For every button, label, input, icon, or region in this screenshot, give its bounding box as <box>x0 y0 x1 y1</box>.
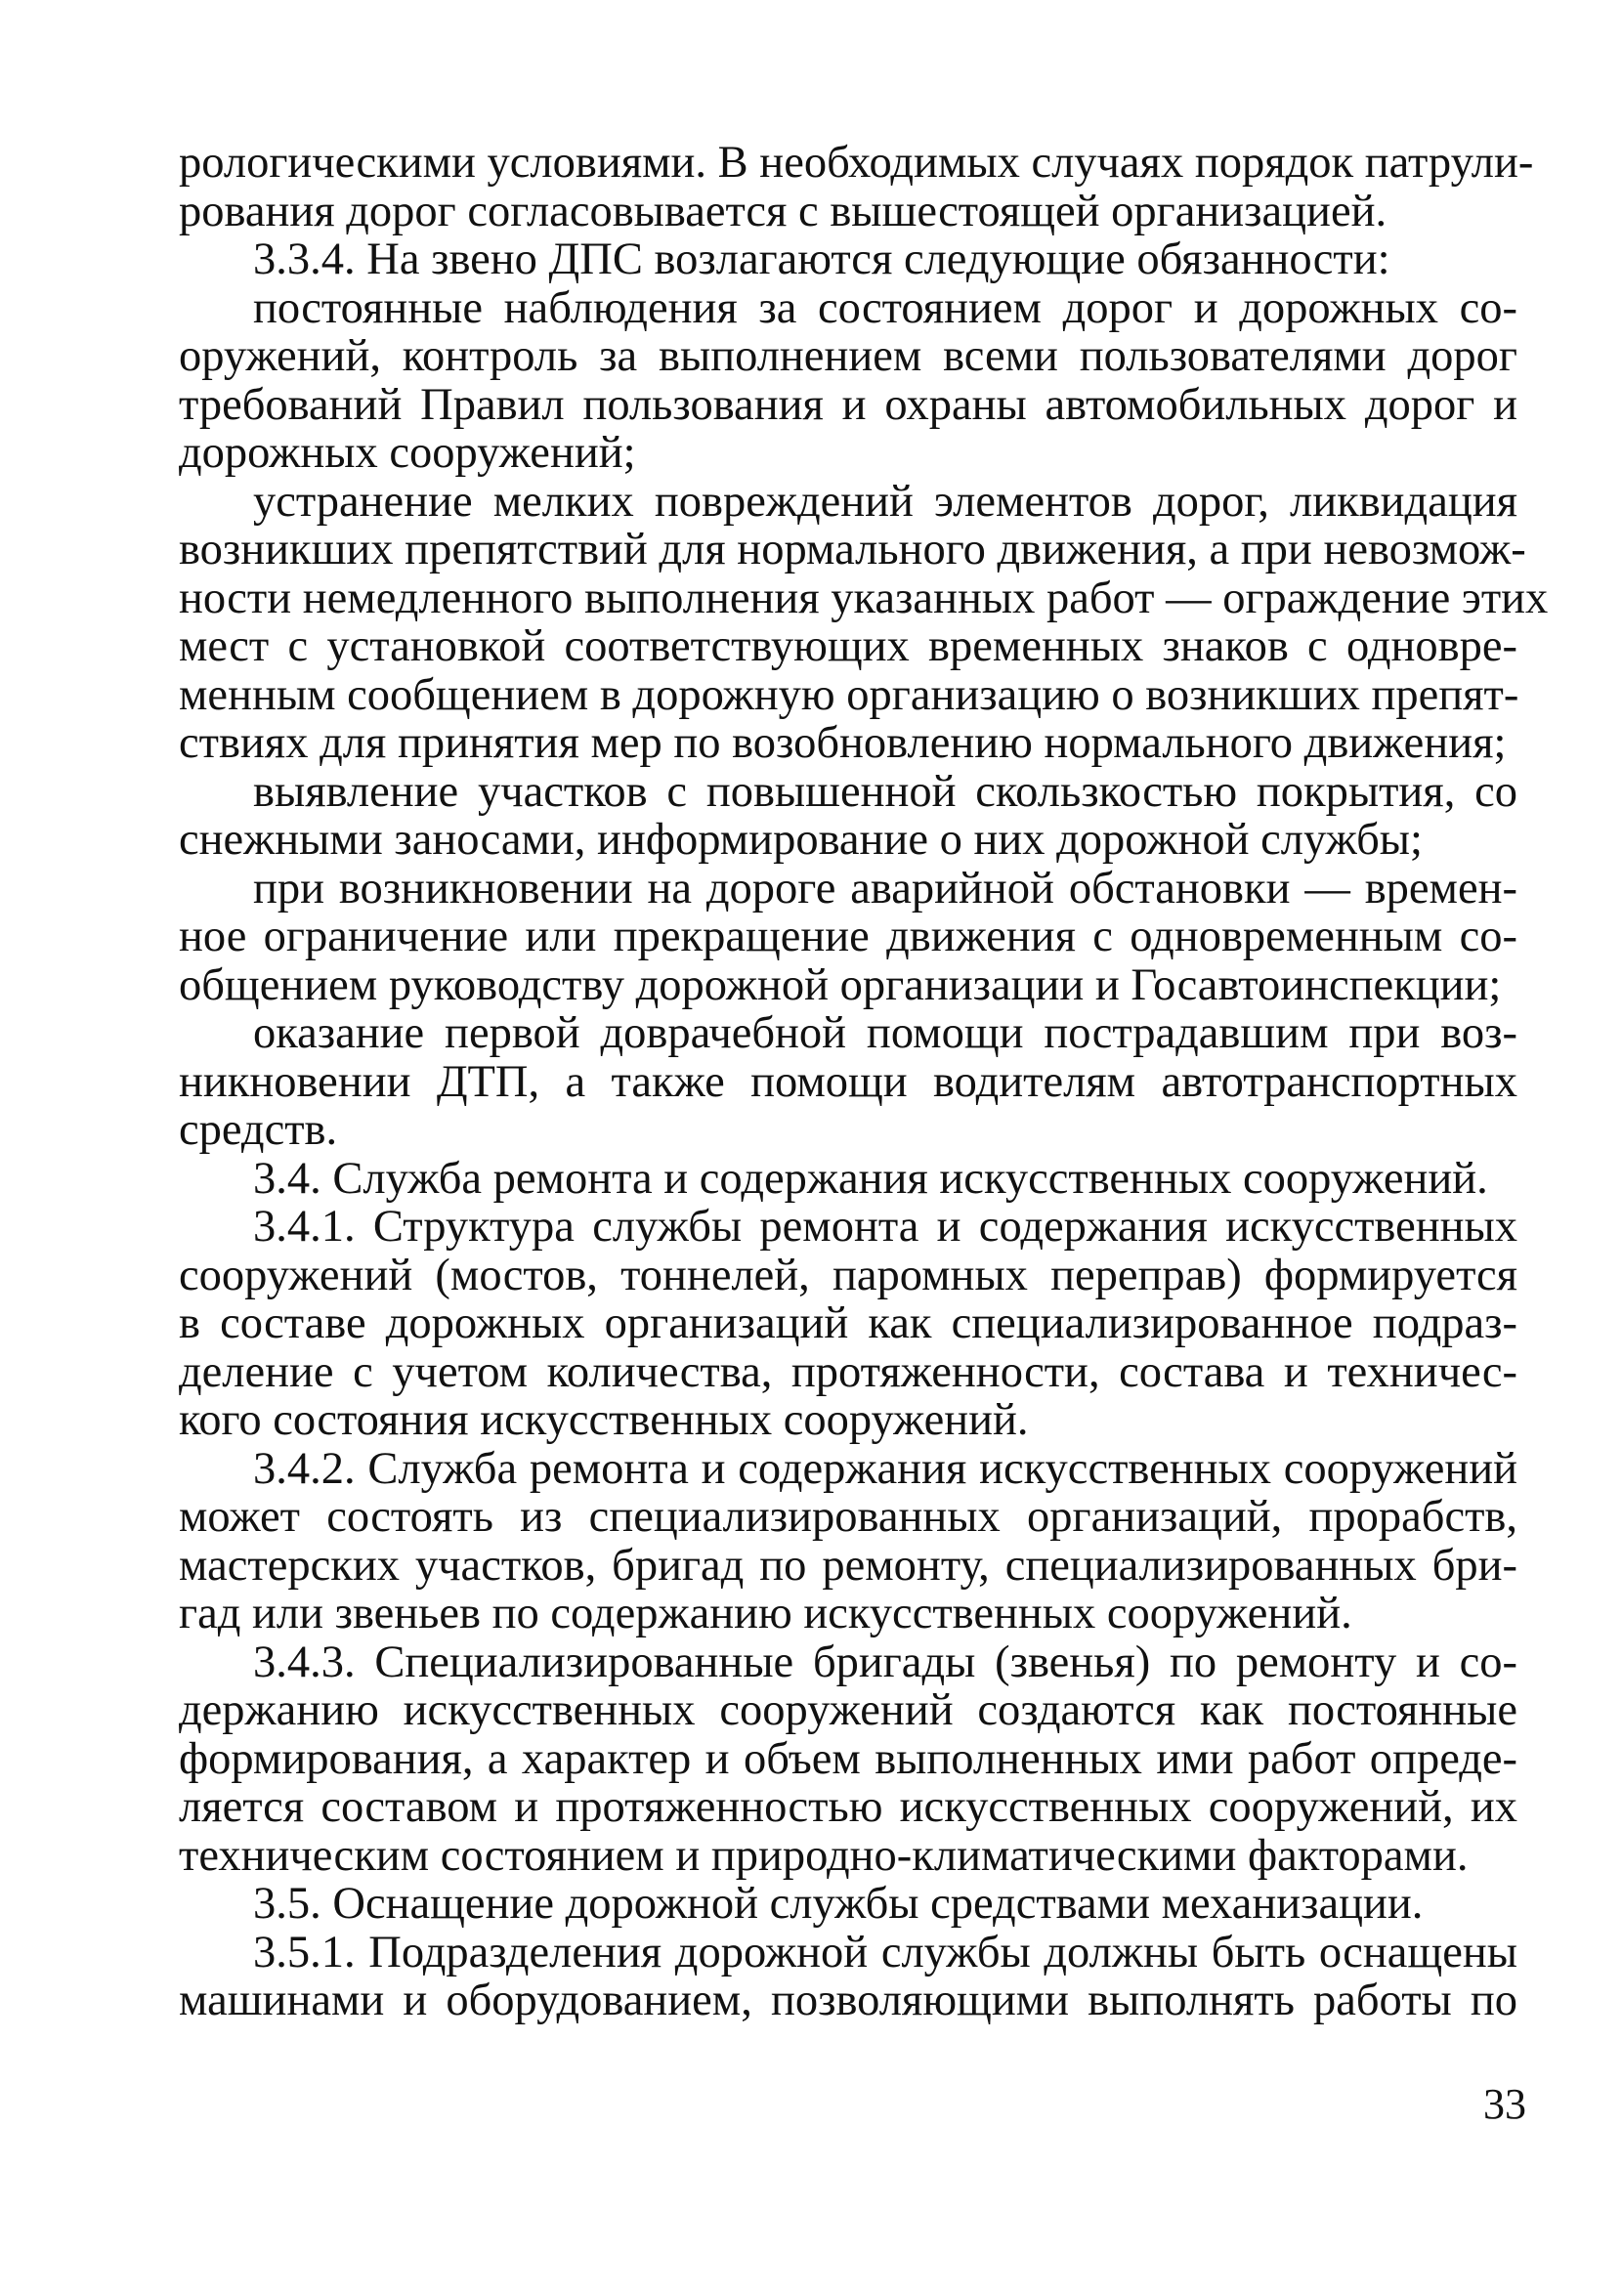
text-line: техническим состоянием и природно-климатическими факторами. <box>179 1830 1469 1881</box>
text-line: оказание первой доврачебной помощи пострадавшим при воз- <box>253 1008 1517 1058</box>
text-line: сооружений (мостов, тоннелей, паромных переправ) формируется <box>179 1250 1517 1300</box>
text-line: ляется составом и протяженностью искусственных сооружений, их <box>179 1782 1517 1832</box>
text-line: ствиях для принятия мер по возобновлению нормального движения; <box>179 718 1507 768</box>
text-line: возникших препятствий для нормального движения, а при невозмож- <box>179 525 1526 574</box>
text-line: 3.4. Служба ремонта и содержания искусственных сооружений. <box>253 1153 1488 1204</box>
text-line: 3.4.2. Служба ремонта и содержания искусственных сооружений <box>253 1443 1517 1494</box>
text-line: 3.3.4. На звено ДПС возлагаются следующие обязанности: <box>253 234 1390 284</box>
text-line: 3.5. Оснащение дорожной службы средствами механизации. <box>253 1879 1424 1929</box>
text-line: дорожных сооружений; <box>179 428 636 478</box>
text-line: ности немедленного выполнения указанных работ — ограждение этих <box>179 573 1549 623</box>
text-line: гад или звеньев по содержанию искусственных сооружений. <box>179 1589 1352 1638</box>
text-line: снежными заносами, информирование о них дорожной службы; <box>179 815 1423 865</box>
text-line: деление с учетом количества, протяженности, состава и техничес- <box>179 1346 1517 1397</box>
text-line: менным сообщением в дорожную организацию о возникших препят- <box>179 669 1519 720</box>
text-line: мастерских участков, бригад по ремонту, специализированных бри- <box>179 1540 1517 1591</box>
text-line: мест с установкой соответствующих временных знаков с одновре- <box>179 621 1517 671</box>
text-line: рологическими условиями. В необходимых случаях порядок патрули- <box>179 138 1534 188</box>
text-line: 3.4.3. Специализированные бригады (звенья) по ремонту и со- <box>253 1637 1517 1687</box>
text-line: держанию искусственных сооружений создаются как постоянные <box>179 1685 1517 1735</box>
text-line: в составе дорожных организаций как специализированное подраз- <box>179 1298 1517 1348</box>
text-line: формирования, а характер и объем выполненных ими работ опреде- <box>179 1733 1517 1784</box>
text-line: 3.5.1. Подразделения дорожной службы должны быть оснащены <box>253 1927 1517 1977</box>
text-line: 3.4.1. Структура службы ремонта и содержания искусственных <box>253 1202 1517 1252</box>
text-line: может состоять из специализированных организаций, прорабств, <box>179 1492 1517 1542</box>
text-line: машинами и оборудованием, позволяющими выполнять работы по <box>179 1976 1517 2025</box>
text-line: при возникновении на дороге аварийной обстановки — времен- <box>253 863 1517 914</box>
text-line: кого состояния искусственных сооружений. <box>179 1395 1029 1445</box>
text-line: выявление участков с повышенной скользкостью покрытия, со <box>253 766 1517 817</box>
text-line: средств. <box>179 1105 338 1155</box>
page-number: 33 <box>1483 2080 1526 2128</box>
text-line: ное ограничение или прекращение движения с одновременным со- <box>179 912 1517 961</box>
text-line: оружений, контроль за выполнением всеми пользователями дорог <box>179 331 1517 381</box>
text-line: рования дорог согласовывается с вышестоящей организацией. <box>179 186 1387 236</box>
text-line: требований Правил пользования и охраны автомобильных дорог и <box>179 379 1517 430</box>
text-line: устранение мелких повреждений элементов дорог, ликвидация <box>253 476 1517 527</box>
text-line: постоянные наблюдения за состоянием дорог и дорожных со- <box>253 282 1517 333</box>
page-text <box>179 138 1549 2025</box>
text-line: никновении ДТП, а также помощи водителям автотранспортных <box>179 1056 1517 1107</box>
text-line: общением руководству дорожной организации и Госавтоинспекции; <box>179 959 1502 1010</box>
